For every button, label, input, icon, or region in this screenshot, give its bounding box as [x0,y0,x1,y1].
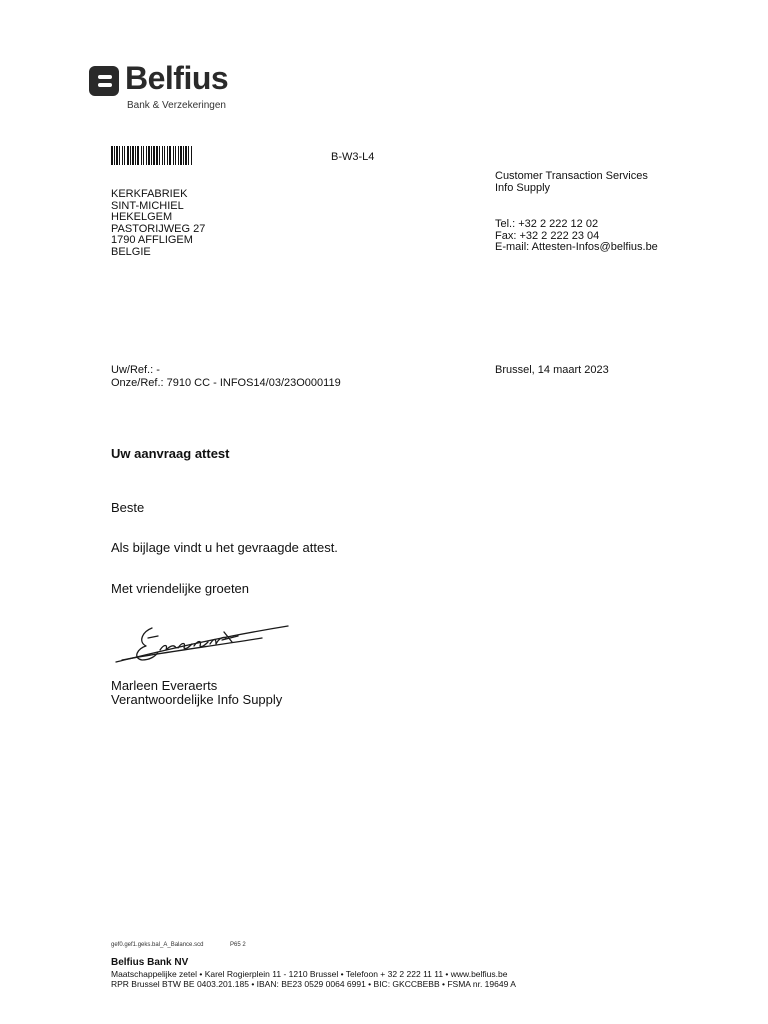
sender-unit: Info Supply [495,181,551,194]
recipient-line: PASTORIJWEG 27 [111,222,206,235]
greeting: Beste [111,500,145,515]
contact-tel: Tel.: +32 2 222 12 02 [495,218,599,230]
recipient-line: SINT-MICHIEL [111,199,184,212]
references [111,364,341,390]
recipient-line: KERKFABRIEK [111,188,188,200]
document-code: gef0.gef1.geks.bal_A_Balance.scd [111,942,204,948]
letter-subject: Uw aanvraag attest [111,446,230,461]
recipient-address [111,189,205,258]
belfius-logo-icon [89,66,119,96]
letter-date: Brussel, 14 maart 2023 [495,364,609,376]
belfius-logo [89,60,249,114]
recipient-line: 1790 AFFLIGEM [111,234,193,246]
closing: Met vriendelijke groeten [111,581,250,596]
body-text: Als bijlage vindt u het gevraagde attest. [111,540,338,555]
sender-block [495,171,648,194]
contact-fax: Fax: +32 2 222 23 04 [495,229,600,242]
footer-address: Maatschappelijke zetel • Karel Rogierplein 11 - 1210 Brussel • Telefoon + 32 2 222 11 11 • www.belfius.be [111,969,508,979]
your-reference: Uw/Ref.: - [111,364,160,376]
logo-name: Belfius [125,60,229,96]
our-reference: Onze/Ref.: 7910 CC - INFOS14/03/23O000119 [111,377,341,389]
handwritten-signature [112,618,292,670]
contact-email: E-mail: Attesten-Infos@belfius.be [495,241,658,253]
footer-company: Belfius Bank NV [111,957,189,968]
signatory-name: Marleen Everaerts [111,678,218,693]
footer-registration: RPR Brussel BTW BE 0403.201.185 • IBAN: BE23 0529 0064 6991 • BIC: GKCCBEBB • FSMA nr. 19649 A [111,979,516,989]
routing-code: B-W3-L4 [331,151,375,163]
page-code: P65 2 [230,942,246,948]
postal-barcode [111,146,246,165]
recipient-line: BELGIE [111,245,151,258]
logo-tagline: Bank & Verzekeringen [127,100,226,111]
sender-department: Customer Transaction Services [495,170,648,182]
contact-block [495,219,658,254]
signatory-block [111,679,282,707]
signatory-title: Verantwoordelijke Info Supply [111,692,283,707]
recipient-line: HEKELGEM [111,211,173,223]
